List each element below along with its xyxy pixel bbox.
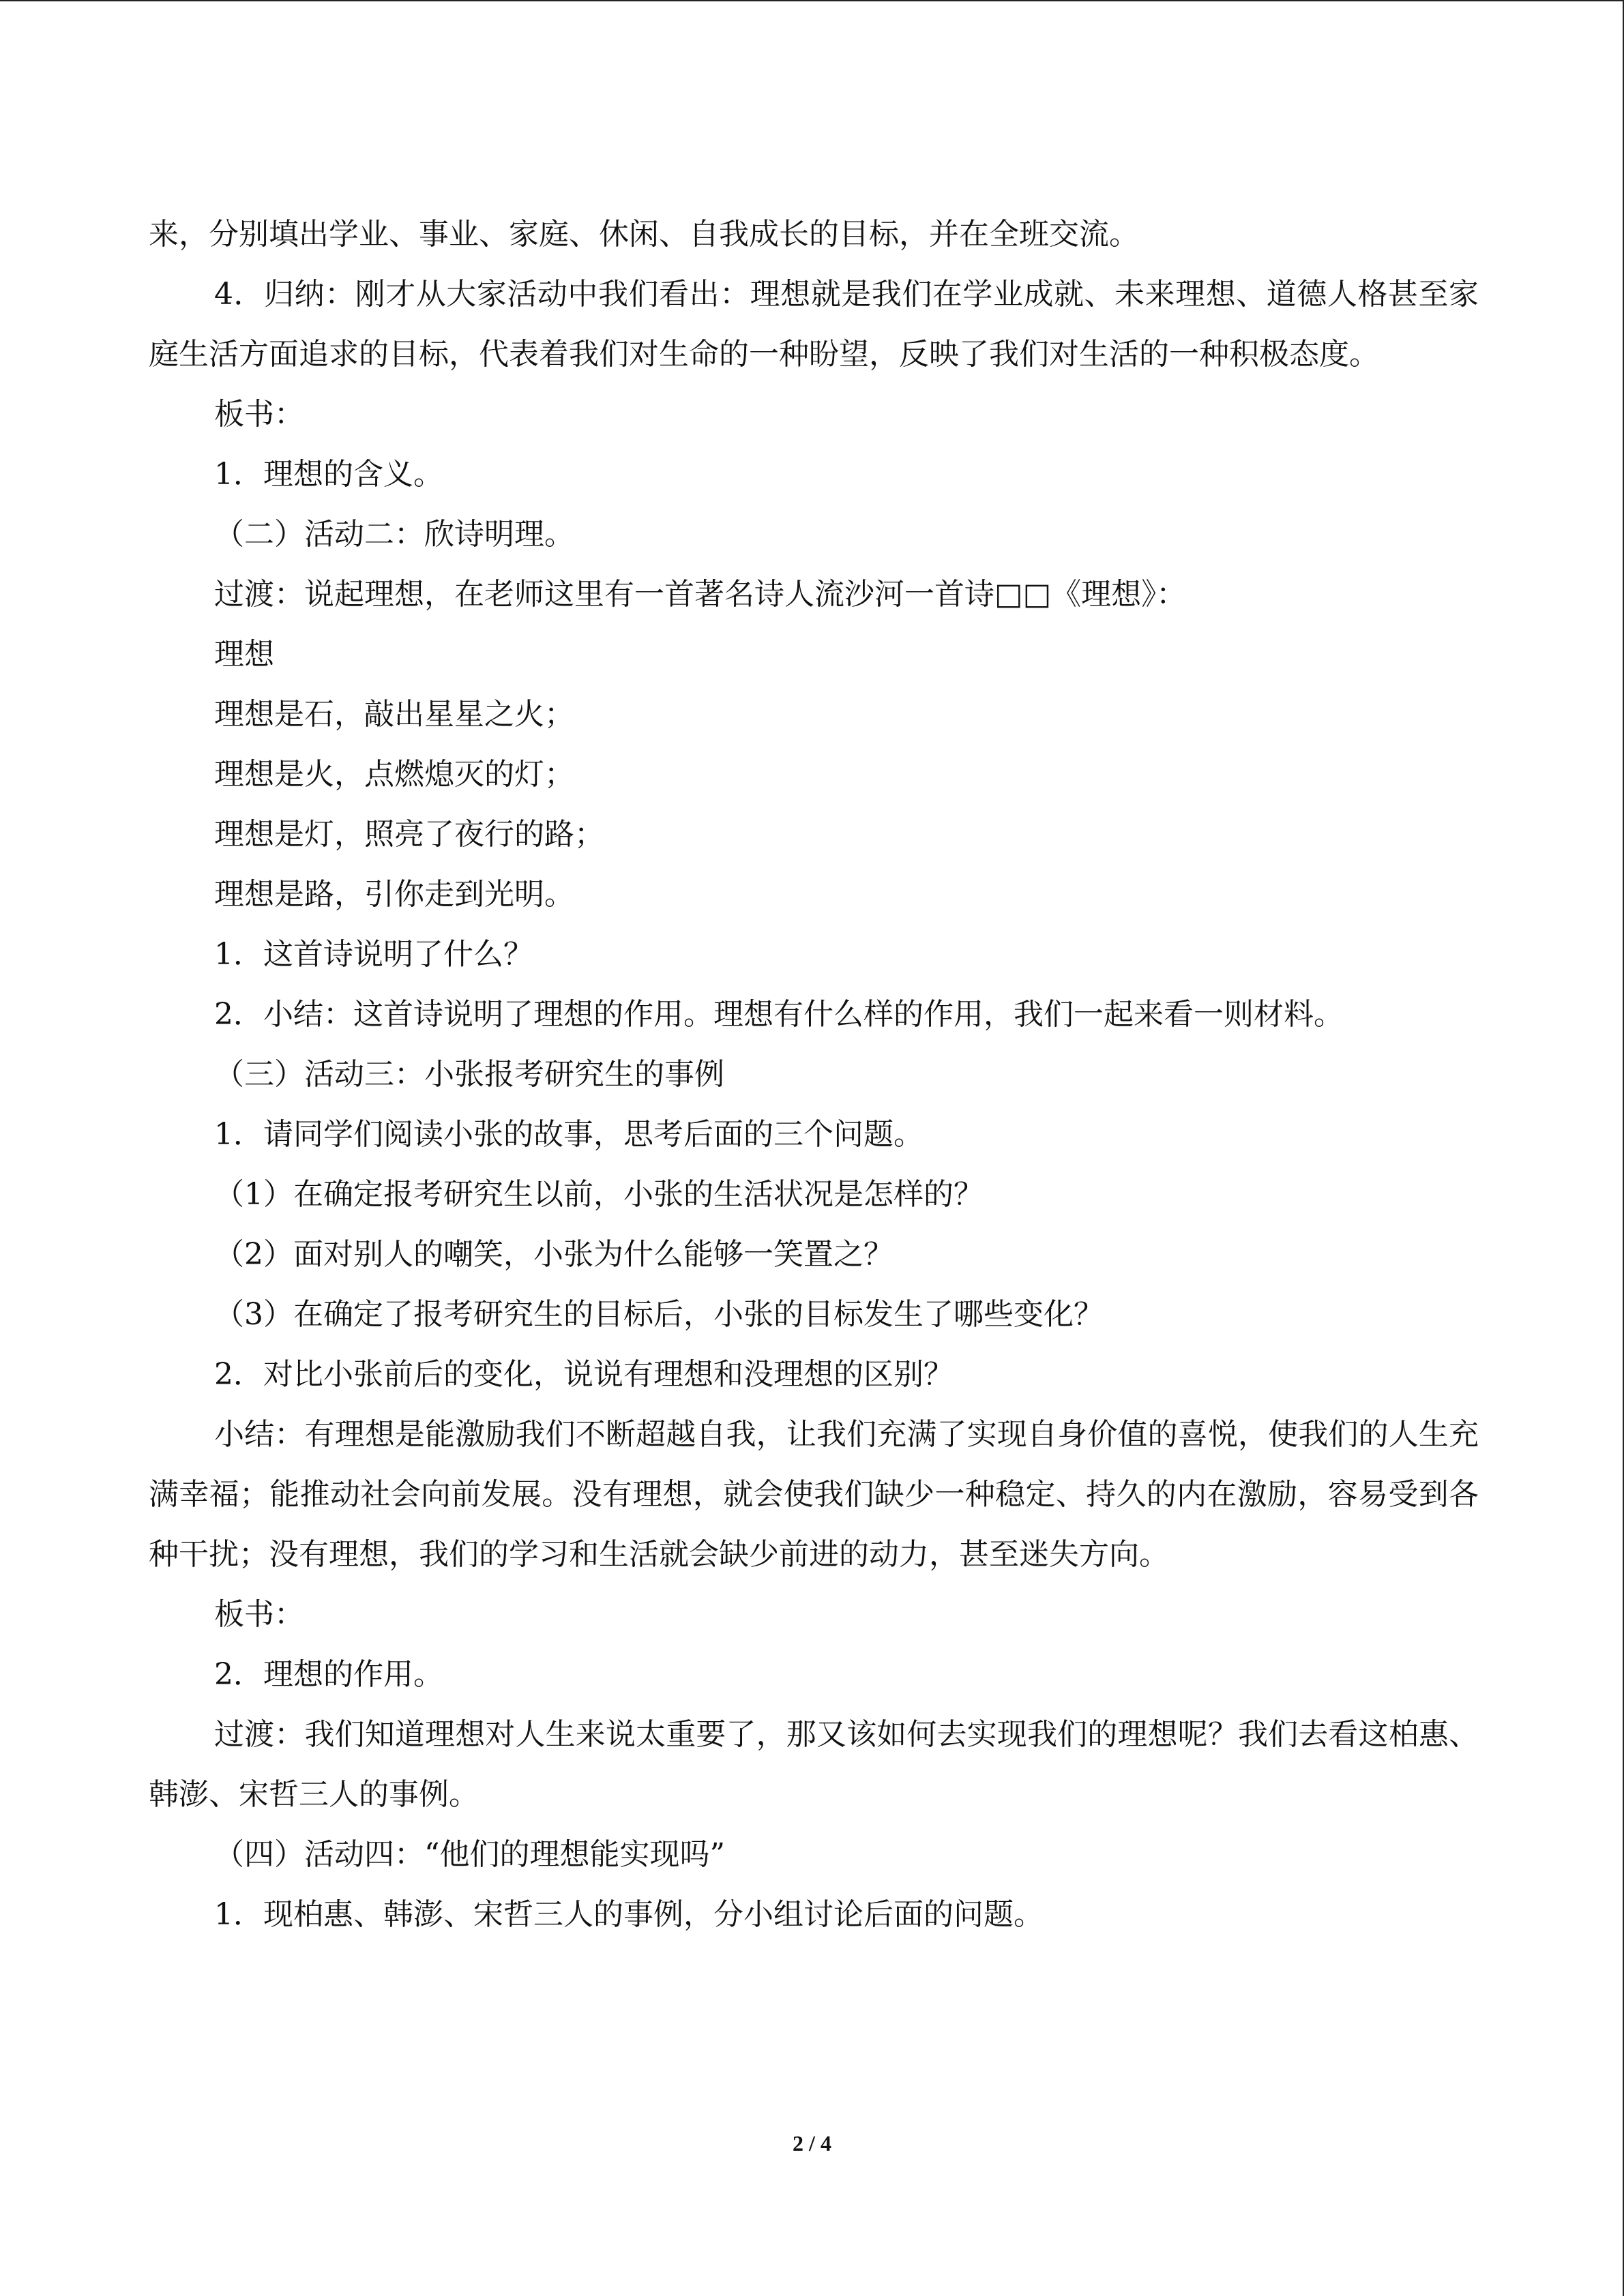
paragraph-4: 1．理想的含义。 bbox=[214, 457, 443, 492]
paragraph-20: 小结：有理想是能激励我们不断超越自我，让我们充满了实现自身价值的喜悦，使我们的人生充满幸福；能推动社会向前发展。没有理想，就会使我们缺少一种稳定、持久的内在激励，容易受到各种干扰；没有理想，我们的学习和生活就会缺少前进的动力，甚至迷失方向。 bbox=[149, 1417, 1479, 1572]
paragraph-25: 1．现柏惠、韩澎、宋哲三人的事例，分小组讨论后面的问题。 bbox=[214, 1897, 1044, 1932]
poem-line-1: 理想是石，敲出星星之火； bbox=[214, 697, 574, 732]
poem-line-2: 理想是火，点燃熄灭的灯； bbox=[214, 757, 574, 792]
paragraph-15: 1．请同学们阅读小张的故事，思考后面的三个问题。 bbox=[214, 1117, 924, 1152]
question-2: （2）面对别人的嘲笑，小张为什么能够一笑置之？ bbox=[214, 1237, 894, 1272]
poem-title: 理想 bbox=[214, 637, 274, 672]
document-body bbox=[149, 205, 1479, 1945]
paragraph-2: 4．归纳：刚才从大家活动中我们看出：理想就是我们在学业成就、未来理想、道德人格甚至家庭生活方面追求的目标，代表着我们对生命的一种盼望，反映了我们对生活的一种积极态度。 bbox=[149, 277, 1479, 372]
paragraph-3: 板书： bbox=[214, 397, 304, 432]
paragraph-5: （二）活动二：欣诗明理。 bbox=[214, 517, 574, 552]
page-top-border bbox=[0, 0, 1624, 1]
page-number: 2 / 4 bbox=[793, 2131, 831, 2156]
paragraph-21: 板书： bbox=[214, 1597, 304, 1632]
question-1: （1）在确定报考研究生以前，小张的生活状况是怎样的？ bbox=[214, 1177, 984, 1212]
paragraph-13: 2．小结：这首诗说明了理想的作用。理想有什么样的作用，我们一起来看一则材料。 bbox=[214, 997, 1344, 1032]
poem-line-3: 理想是灯，照亮了夜行的路； bbox=[214, 817, 604, 852]
paragraph-12: 1．这首诗说明了什么？ bbox=[214, 937, 533, 972]
paragraph-19: 2．对比小张前后的变化，说说有理想和没理想的区别？ bbox=[214, 1357, 954, 1392]
paragraph-14: （三）活动三：小张报考研究生的事例 bbox=[214, 1057, 724, 1092]
poem-line-4: 理想是路，引你走到光明。 bbox=[214, 877, 574, 912]
paragraph-23: 过渡：我们知道理想对人生来说太重要了，那又该如何去实现我们的理想呢？我们去看这柏惠、韩澎、宋哲三人的事例。 bbox=[149, 1717, 1479, 1812]
paragraph-6: 过渡：说起理想，在老师这里有一首著名诗人流沙河一首诗□□《理想》： bbox=[214, 577, 1187, 612]
paragraph-1: 来，分别填出学业、事业、家庭、休闲、自我成长的目标，并在全班交流。 bbox=[149, 217, 1139, 252]
paragraph-22: 2．理想的作用。 bbox=[214, 1657, 443, 1692]
paragraph-24: （四）活动四：“他们的理想能实现吗” bbox=[214, 1837, 725, 1872]
question-3: （3）在确定了报考研究生的目标后，小张的目标发生了哪些变化？ bbox=[214, 1297, 1104, 1332]
